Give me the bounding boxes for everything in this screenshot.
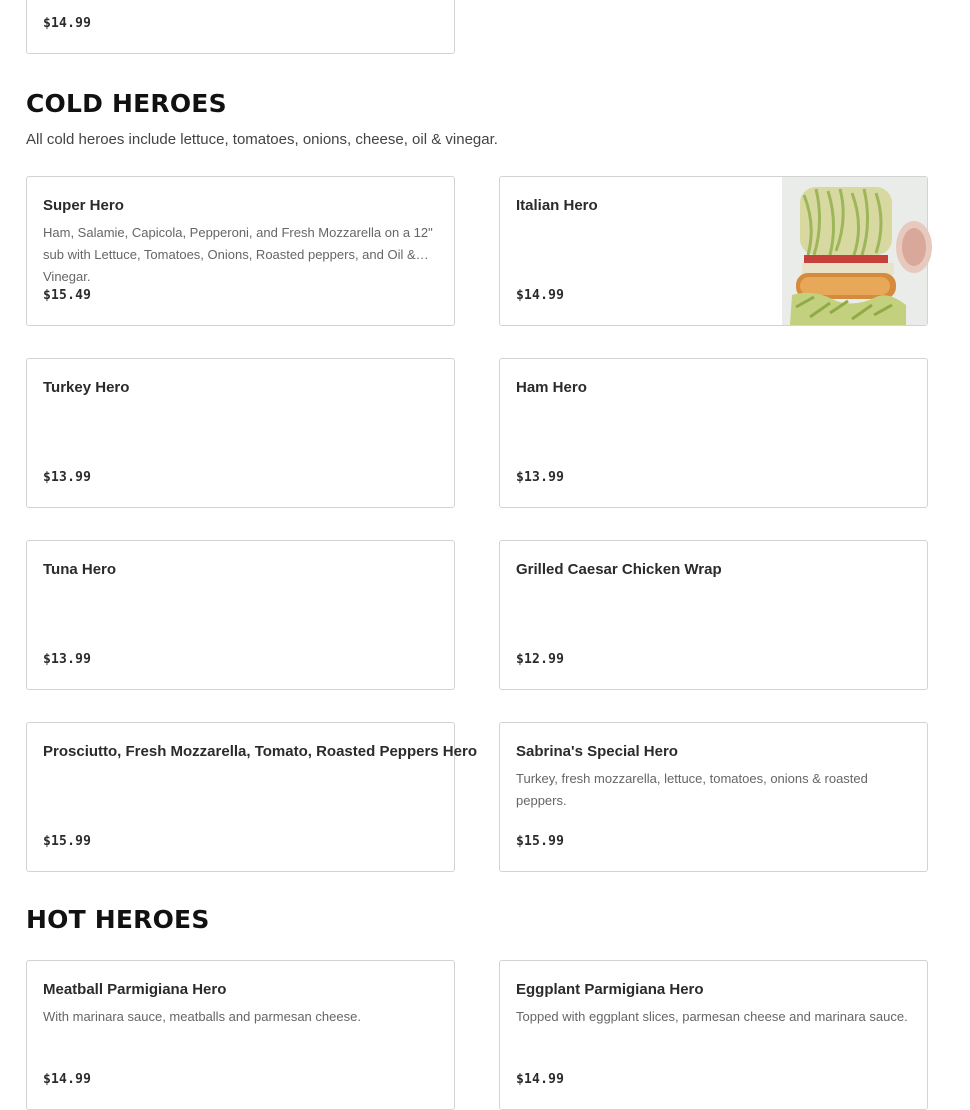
menu-item-price: $15.99	[43, 834, 92, 849]
menu-item-card-grilled-caesar-chicken-wrap[interactable]	[499, 540, 928, 690]
section-title-cold-heroes: COLD HEROES	[26, 89, 227, 118]
menu-item-card-turkey-hero[interactable]	[26, 358, 455, 508]
menu-item-name: Eggplant Parmigiana Hero	[516, 981, 704, 998]
menu-item-name: Tuna Hero	[43, 561, 117, 578]
menu-item-name: Meatball Parmigiana Hero	[43, 981, 227, 998]
menu-item-name: Turkey Hero	[43, 379, 130, 396]
italian-hero-photo	[782, 177, 927, 325]
menu-item-price: $13.99	[43, 652, 92, 667]
menu-item-price: $13.99	[43, 470, 92, 485]
menu-item-card-ham-hero[interactable]	[499, 358, 928, 508]
menu-item-price: $13.99	[516, 470, 565, 485]
menu-item-price: $14.99	[43, 16, 92, 31]
menu-item-name: Prosciutto, Fresh Mozzarella, Tomato, Roasted Peppers Hero	[43, 743, 477, 760]
menu-item-price: $14.99	[516, 1072, 565, 1087]
menu-item-description: Topped with eggplant slices, parmesan cheese and marinara sauce.	[516, 1009, 908, 1024]
menu-item-name: Grilled Caesar Chicken Wrap	[516, 561, 722, 578]
menu-item-card[interactable]	[26, 0, 455, 54]
menu-item-name: Sabrina's Special Hero	[516, 743, 678, 760]
section-title-hot-heroes: HOT HEROES	[26, 905, 210, 934]
menu-item-name: Ham Hero	[516, 379, 587, 396]
menu-item-description: With marinara sauce, meatballs and parmesan cheese.	[43, 1009, 361, 1024]
menu-item-description: Ham, Salamie, Capicola, Pepperoni, and Fresh Mozzarella on a 12" sub with Lettuce, Tomatoes, Onions, Roasted peppers, and Oil & Vinegar.	[43, 225, 433, 284]
section-description-cold-heroes: All cold heroes include lettuce, tomatoes, onions, cheese, oil & vinegar.	[26, 131, 498, 148]
menu-item-card-prosciutto-hero[interactable]	[26, 722, 477, 872]
menu-item-price: $14.99	[43, 1072, 92, 1087]
menu-item-name: Super Hero	[43, 197, 124, 214]
menu-item-card-meatball-parmigiana-hero[interactable]	[26, 960, 455, 1110]
menu-item-card-italian-hero[interactable]	[499, 176, 928, 326]
menu-item-price: $12.99	[516, 652, 565, 667]
menu-item-name: Italian Hero	[516, 197, 598, 214]
menu-item-card-tuna-hero[interactable]	[26, 540, 455, 690]
menu-item-card-super-hero[interactable]	[26, 176, 455, 326]
menu-item-description: Turkey, fresh mozzarella, lettuce, tomatoes, onions & roasted peppers.	[516, 771, 868, 808]
menu-item-card-sabrinas-special-hero[interactable]	[499, 722, 928, 872]
menu-item-price: $15.99	[516, 834, 565, 849]
menu-item-price: $15.49	[43, 288, 92, 303]
menu-item-card-eggplant-parmigiana-hero[interactable]	[499, 960, 928, 1110]
menu-item-price: $14.99	[516, 288, 565, 303]
